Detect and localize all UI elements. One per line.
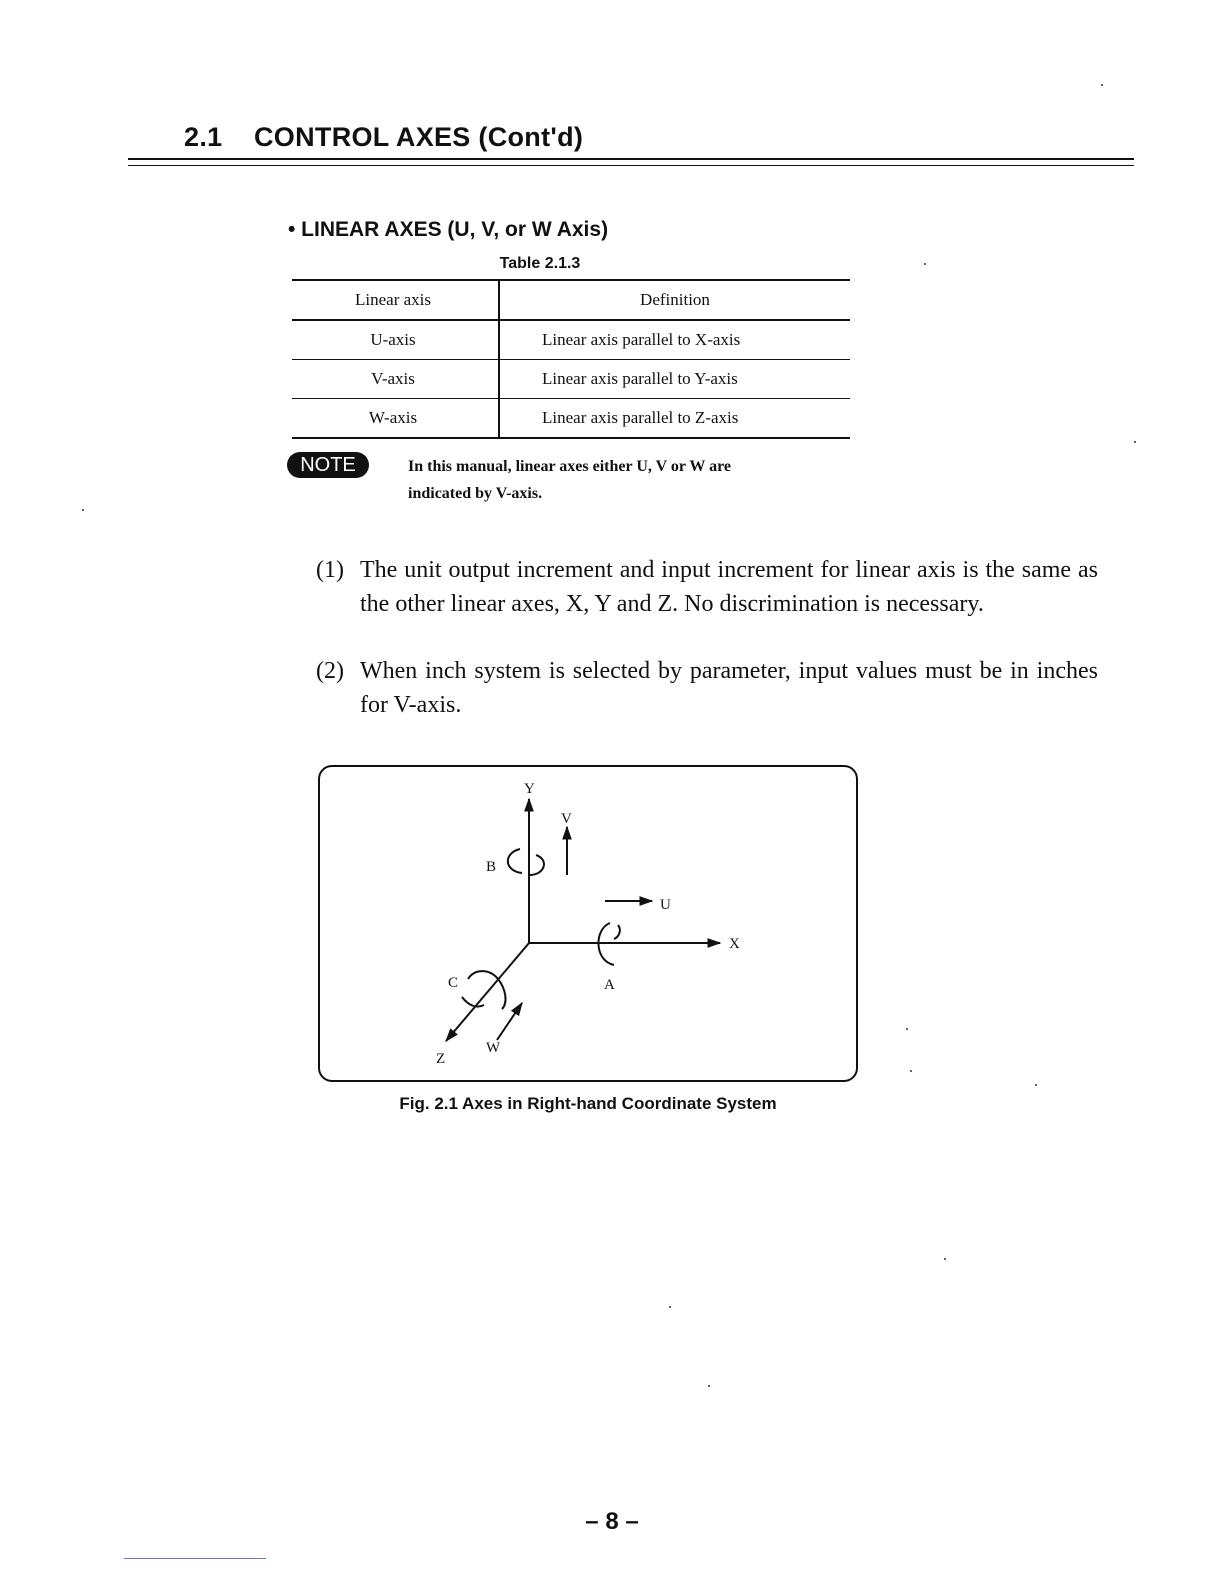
scan-speck: [1035, 1084, 1037, 1086]
scan-speck: [924, 263, 926, 265]
section-heading: [184, 122, 583, 153]
header-rule: [128, 158, 1134, 160]
definition-cell: Linear axis parallel to X-axis: [542, 330, 741, 349]
axes-diagram: [318, 765, 858, 1082]
scan-speck: [1134, 441, 1136, 443]
page-number: – 8 –: [585, 1508, 639, 1535]
footer-rule: [124, 1558, 266, 1559]
scan-speck: [906, 1028, 908, 1030]
table-caption: Table 2.1.3: [499, 255, 581, 272]
header-rule-thin: [128, 165, 1134, 166]
axis-cell: U-axis: [292, 320, 499, 360]
v-axis-label: V: [561, 811, 572, 827]
b-rotation-arc: [508, 849, 544, 875]
axis-cell: W-axis: [292, 399, 499, 439]
a-rotation-label: A: [604, 977, 615, 993]
z-axis-label: Z: [436, 1051, 446, 1067]
note-line: In this manual, linear axes either U, V or W are: [408, 458, 731, 475]
linear-axes-heading: • LINEAR AXES (U, V, or W Axis): [288, 218, 609, 241]
scan-speck: [82, 509, 84, 511]
note-badge: NOTE: [287, 452, 369, 478]
c-rotation-arc: [462, 971, 505, 1009]
figure-caption: Fig. 2.1 Axes in Right-hand Coordinate System: [399, 1094, 777, 1113]
scan-speck: [1101, 84, 1103, 86]
note-line: indicated by V-axis.: [408, 485, 543, 502]
scan-speck: [708, 1385, 710, 1387]
y-axis-label: Y: [524, 781, 535, 797]
axis-cell: V-axis: [292, 360, 499, 399]
table-row: [292, 320, 850, 360]
section-number: 2.1: [184, 122, 223, 152]
table-row: [292, 360, 850, 399]
paragraph-text: The unit output increment and input increment for linear axis is the same as the other linear axes, X, Y and Z. No discrimination is necessary.: [360, 557, 1098, 617]
u-axis-label: U: [660, 897, 671, 913]
table-row: [292, 399, 850, 439]
scan-speck: [669, 1306, 671, 1308]
b-rotation-label: B: [486, 859, 497, 875]
z-axis-line: [446, 943, 529, 1041]
table-header-row: [292, 280, 850, 320]
paragraph-number: (1): [316, 557, 344, 583]
definition-cell: Linear axis parallel to Z-axis: [542, 408, 739, 427]
scan-speck: [944, 1258, 946, 1260]
definition-cell: Linear axis parallel to Y-axis: [542, 369, 738, 388]
paragraph-text: When inch system is selected by parameter, input values must be in inches for V-axis.: [360, 658, 1098, 718]
column-header-axis: Linear axis: [292, 280, 499, 320]
x-axis-label: X: [729, 936, 740, 952]
w-axis-label: W: [486, 1040, 501, 1056]
scan-speck: [910, 1070, 912, 1072]
note-text: [408, 453, 828, 507]
linear-axes-table: [292, 279, 850, 439]
column-header-definition: Definition: [640, 290, 710, 309]
w-arrow: [497, 1003, 522, 1040]
paragraph-number: (2): [316, 658, 344, 684]
section-title: CONTROL AXES (Cont'd): [254, 122, 584, 152]
c-rotation-label: C: [448, 975, 459, 991]
